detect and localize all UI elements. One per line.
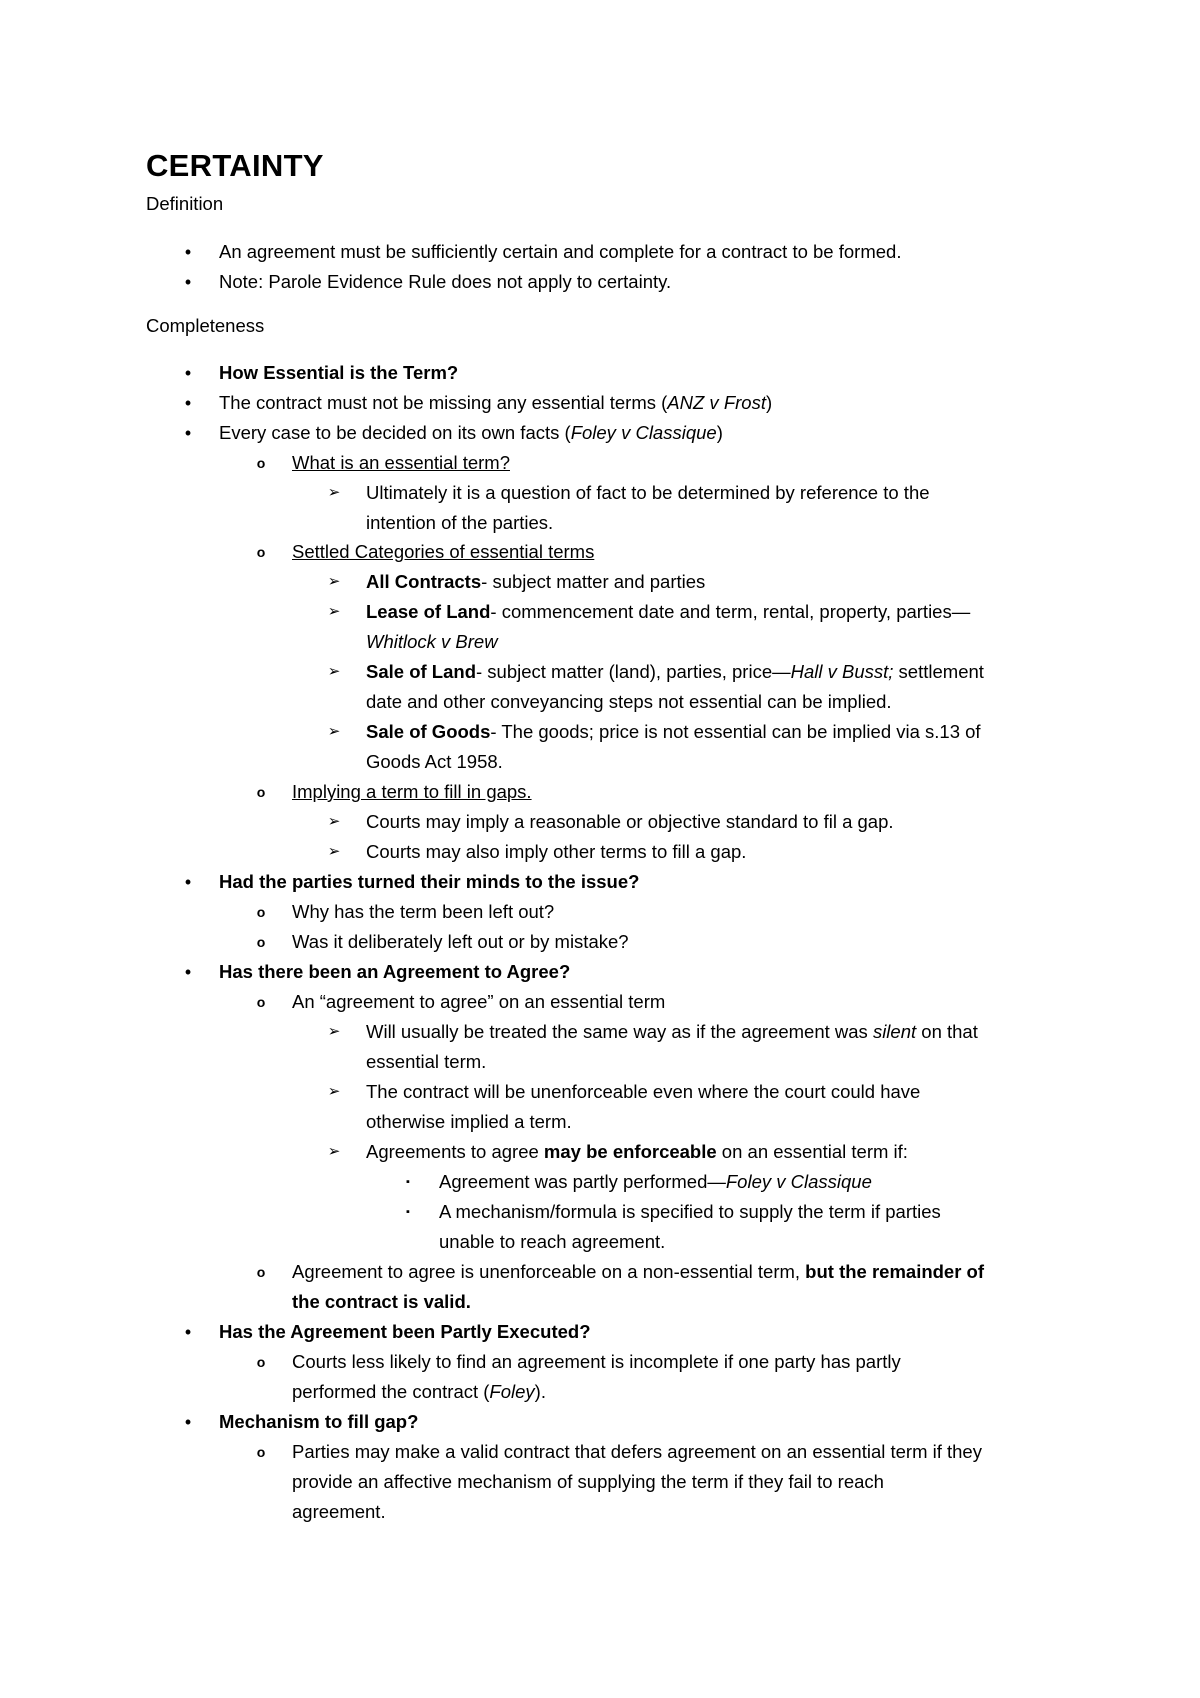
list-item: Was it deliberately left out or by mistake? [292, 931, 629, 952]
term-label: Sale of Goods [366, 721, 491, 742]
bullet-circle: o [256, 1354, 266, 1370]
bullet-circle: o [256, 994, 266, 1010]
list-item: Courts may imply a reasonable or objective standard to fil a gap. [366, 811, 894, 832]
list-item: Courts may also imply other terms to fill a gap. [366, 841, 747, 862]
text: - subject matter and parties [481, 571, 706, 592]
list-item-continuation: date and other conveyancing steps not essential can be implied. [366, 691, 892, 712]
bullet-dot: • [184, 272, 192, 292]
bullet-circle: o [256, 544, 266, 560]
list-item: A mechanism/formula is specified to supply the term if parties [439, 1201, 941, 1222]
list-item: Why has the term been left out? [292, 901, 555, 922]
text: settlement [893, 661, 984, 682]
text: - commencement date and term, rental, property, parties— [490, 601, 971, 622]
text: ). [534, 1381, 546, 1402]
bullet-dot: • [184, 242, 192, 262]
list-item-continuation [366, 630, 498, 654]
text: Agreement to agree is unenforceable on a non-essential term, [292, 1261, 806, 1282]
list-item-continuation: Goods Act 1958. [366, 751, 503, 772]
list-item [219, 391, 772, 415]
bullet-arrow: ➢ [327, 484, 341, 501]
bullet-circle: o [256, 1444, 266, 1460]
text: performed the contract ( [292, 1381, 490, 1402]
section-heading: Had the parties turned their minds to the issue? [219, 871, 640, 892]
term-label: All Contracts [366, 571, 482, 592]
emphasis: silent [872, 1021, 917, 1042]
bullet-square: ▪ [406, 1176, 410, 1188]
bullet-dot: • [184, 393, 192, 413]
text: on an essential term if: [716, 1141, 908, 1162]
list-item: An “agreement to agree” on an essential term [292, 991, 666, 1012]
section-heading: Has there been an Agreement to Agree? [219, 961, 571, 982]
page-title: CERTAINTY [146, 148, 324, 183]
bullet-dot: • [184, 872, 192, 892]
list-item-continuation: the contract is valid. [292, 1291, 471, 1312]
case-name: Foley v Classique [725, 1171, 872, 1192]
text: Every case to be decided on its own facts ( [219, 422, 571, 443]
bullet-arrow: ➢ [327, 573, 341, 590]
list-item [366, 1140, 908, 1164]
bullet-arrow: ➢ [327, 813, 341, 830]
subheading: What is an essential term? [292, 452, 510, 473]
text: - subject matter (land), parties, price— [476, 661, 791, 682]
bullet-arrow: ➢ [327, 603, 341, 620]
bullet-circle: o [256, 934, 266, 950]
list-item [366, 720, 981, 744]
bullet-arrow: ➢ [327, 663, 341, 680]
list-item-continuation: intention of the parties. [366, 512, 554, 533]
text: ) [716, 422, 723, 443]
bullet-dot: • [184, 962, 192, 982]
definition-heading: Definition [146, 193, 224, 214]
bullet-arrow: ➢ [327, 1083, 341, 1100]
list-item-continuation: unable to reach agreement. [439, 1231, 666, 1252]
subheading: Implying a term to fill in gaps. [292, 781, 532, 802]
text: Will usually be treated the same way as if the agreement was [366, 1021, 873, 1042]
bullet-dot: • [184, 363, 192, 383]
emphasis: but the remainder of [805, 1261, 985, 1282]
list-item: Ultimately it is a question of fact to be determined by reference to the [366, 482, 930, 503]
bullet-circle: o [256, 455, 266, 471]
text: Agreement was partly performed— [439, 1171, 726, 1192]
list-item [366, 570, 705, 594]
list-item-continuation: agreement. [292, 1501, 386, 1522]
text: Agreements to agree [366, 1141, 544, 1162]
term-label: Sale of Land [366, 661, 476, 682]
definition-item: Note: Parole Evidence Rule does not apply to certainty. [219, 271, 672, 292]
bullet-arrow: ➢ [327, 843, 341, 860]
bullet-circle: o [256, 904, 266, 920]
list-item [366, 600, 970, 624]
list-item [439, 1170, 872, 1194]
list-item-continuation: otherwise implied a term. [366, 1111, 572, 1132]
list-item: Courts less likely to find an agreement is incomplete if one party has partly [292, 1351, 901, 1372]
section-heading: How Essential is the Term? [219, 362, 459, 383]
list-item: Parties may make a valid contract that defers agreement on an essential term if they [292, 1441, 982, 1462]
list-item [366, 660, 984, 684]
case-name: Hall v Busst; [790, 661, 894, 682]
bullet-arrow: ➢ [327, 1023, 341, 1040]
list-item: The contract will be unenforceable even where the court could have [366, 1081, 921, 1102]
bullet-circle: o [256, 784, 266, 800]
definition-item: An agreement must be sufficiently certain and complete for a contract to be formed. [219, 241, 902, 262]
list-item [292, 1260, 984, 1284]
emphasis: may be enforceable [543, 1141, 717, 1162]
section-heading: Mechanism to fill gap? [219, 1411, 419, 1432]
subheading: Settled Categories of essential terms [292, 541, 595, 562]
case-name: ANZ v Frost [667, 392, 766, 413]
case-name: Foley v Classique [570, 422, 717, 443]
list-item-continuation: provide an affective mechanism of supplying the term if they fail to reach [292, 1471, 884, 1492]
list-item [366, 1020, 978, 1044]
bullet-arrow: ➢ [327, 1143, 341, 1160]
completeness-heading: Completeness [146, 315, 265, 336]
list-item [219, 421, 723, 445]
bullet-circle: o [256, 1264, 266, 1280]
text: The contract must not be missing any essential terms ( [219, 392, 668, 413]
bullet-dot: • [184, 423, 192, 443]
bullet-dot: • [184, 1412, 192, 1432]
section-heading: Has the Agreement been Partly Executed? [219, 1321, 591, 1342]
case-name: Whitlock v Brew [366, 631, 498, 652]
list-item-continuation [292, 1380, 546, 1404]
bullet-arrow: ➢ [327, 723, 341, 740]
text: ) [765, 392, 773, 413]
text: - The goods; price is not essential can be implied via s.13 of [490, 721, 981, 742]
term-label: Lease of Land [366, 601, 491, 622]
bullet-dot: • [184, 1322, 192, 1342]
bullet-square: ▪ [406, 1206, 410, 1218]
text: on that [916, 1021, 978, 1042]
case-name: Foley [489, 1381, 535, 1402]
list-item-continuation: essential term. [366, 1051, 487, 1072]
